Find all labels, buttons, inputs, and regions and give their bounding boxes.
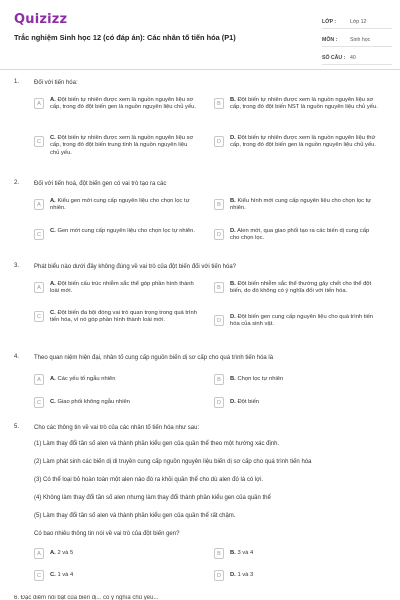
option-text: Đột biến tự nhiên được xem là nguồn nguyên liệu thứ cấp, trong đó đột biến gen là nguồn nguyên liệu chủ yếu. (230, 135, 377, 149)
question-number: 5. (14, 424, 20, 430)
option-letter-box: C (34, 229, 44, 240)
option-d[interactable] (214, 228, 378, 243)
option-text: Gen mới cung cấp nguyên liệu cho chọn lọc tự nhiên. (57, 228, 195, 234)
option-d[interactable] (214, 135, 378, 150)
statement-5: (5) Làm thay đổi tần số alen và thành phần kiểu gen của quần thể rất chậm. (34, 513, 236, 519)
statement-4: (4) Không làm thay đổi tần số alen nhưng làm thay đổi thành phần kiểu gen của quần thể (34, 495, 271, 501)
option-letter-box: D (214, 136, 224, 147)
option-a[interactable] (34, 547, 198, 559)
option-key: B. (230, 97, 236, 103)
option-key: D. (230, 314, 236, 320)
next-question-cutoff: 6. Đặc điểm nổi bật của biến dị... có ý nghĩa chủ yếu... (14, 595, 159, 600)
option-key: A. (50, 550, 56, 556)
option-letter-box: C (34, 397, 44, 408)
question-number: 1. (14, 79, 20, 85)
option-b[interactable] (214, 281, 378, 296)
option-text: Đột biến tự nhiên được xem là nguồn nguyên liệu sơ cấp, trong đó đột biến NST là nguồn nguyên liệu chủ yếu. (230, 97, 378, 111)
option-text: 1 và 4 (57, 572, 74, 578)
question-text: Phát biểu nào dưới đây không đúng về vai trò của đột biến đối với tiến hóa? (34, 264, 237, 270)
option-text: Chọn lọc tự nhiên (237, 376, 284, 382)
meta-label: SỐ CÂU : (322, 55, 346, 61)
option-letter-box: B (214, 282, 224, 293)
option-letter-box: C (34, 136, 44, 147)
question-number: 2. (14, 180, 20, 186)
meta-label: LỚP : (322, 19, 337, 25)
option-b[interactable] (214, 547, 378, 559)
option-b[interactable] (214, 373, 378, 385)
option-b[interactable] (214, 97, 378, 112)
question-number: 4. (14, 354, 20, 360)
option-key: A. (50, 281, 56, 287)
meta-row-subject (322, 32, 392, 47)
meta-row-class (322, 14, 392, 29)
option-key: C. (50, 399, 56, 405)
option-c[interactable] (34, 135, 198, 157)
option-key: D. (230, 572, 236, 578)
option-key: A. (50, 376, 56, 382)
option-a[interactable] (34, 97, 198, 112)
option-letter-box: B (214, 199, 224, 210)
question-text: Cho các thông tin về vai trò của các nhân tố tiến hóa như sau: (34, 425, 200, 431)
option-letter-box: A (34, 199, 44, 210)
option-key: A. (50, 97, 56, 103)
option-text: Đột biến nhiễm sắc thể thường gây chết cho thể đột biến, do đó không có ý nghĩa đối với tiến hóa. (230, 281, 372, 295)
option-letter-box: B (214, 98, 224, 109)
option-key: B. (230, 376, 236, 382)
option-key: D. (230, 228, 236, 234)
option-letter-box: C (34, 311, 44, 322)
meta-row-count (322, 50, 392, 65)
statement-3: (3) Có thể loại bỏ hoàn toàn một alen nào đó ra khỏi quần thể cho dù alen đó là có lợi. (34, 477, 264, 483)
option-letter-box: A (34, 282, 44, 293)
question-text: Theo quan niệm hiện đại, nhân tố cung cấp nguồn biến dị sơ cấp cho quá trình tiến hóa là (34, 355, 274, 361)
option-key: C. (50, 228, 56, 234)
option-text: 2 và 5 (57, 550, 74, 556)
option-c[interactable] (34, 228, 198, 240)
option-key: D. (230, 135, 236, 141)
statement-2: (2) Làm phát sinh các biến dị di truyền cung cấp nguồn nguyên liệu biến dị sơ cấp cho quá trình tiến hóa (34, 459, 312, 465)
option-letter-box: C (34, 570, 44, 581)
option-letter-box: B (214, 548, 224, 559)
meta-value: Lớp 12 (350, 19, 367, 25)
option-key: C. (50, 135, 56, 141)
option-text: Các yếu tố ngẫu nhiên (57, 376, 116, 382)
option-c[interactable] (34, 310, 198, 325)
option-a[interactable] (34, 373, 198, 385)
quiz-meta (322, 14, 392, 68)
option-text: 3 và 4 (237, 550, 254, 556)
option-d[interactable] (214, 396, 378, 408)
page-header (0, 0, 400, 70)
option-text: 1 và 3 (237, 572, 254, 578)
statement-1: (1) Làm thay đổi tần số alen và thành phần kiểu gen của quần thể theo một hướng xác định. (34, 441, 280, 447)
question-number: 3. (14, 263, 20, 269)
option-key: A. (50, 198, 56, 204)
option-letter-box: A (34, 548, 44, 559)
option-b[interactable] (214, 198, 378, 213)
option-letter-box: D (214, 397, 224, 408)
option-key: B. (230, 198, 236, 204)
quiz-title: Trắc nghiệm Sinh học 12 (có đáp án): Các nhân tố tiến hóa (P1) (14, 33, 236, 42)
option-d[interactable] (214, 569, 378, 581)
meta-value: 40 (350, 55, 356, 61)
option-text: Đột biến tự nhiên được xem là nguồn nguyên liệu sơ cấp, trong đó đột biến trung tính là nguồn nguyên liệu chủ yếu. (50, 135, 194, 156)
option-c[interactable] (34, 396, 198, 408)
option-key: B. (230, 550, 236, 556)
option-text: Đột biến tự nhiên được xem là nguồn nguyên liệu sơ cấp, trong đó đột biến gen là nguồn nguyên liệu chủ yếu. (50, 97, 197, 111)
option-letter-box: D (214, 570, 224, 581)
option-text: Đột biến gen cung cấp nguyên liệu cho quá trình tiến hóa của sinh vật. (230, 314, 374, 328)
option-letter-box: A (34, 374, 44, 385)
option-key: C. (50, 572, 56, 578)
option-text: Đột biến cấu trúc nhiễm sắc thể góp phần hình thành loài mới. (50, 281, 194, 295)
option-text: Kiểu gen mới cung cấp nguyên liệu cho chọn lọc tự nhiên. (50, 198, 190, 212)
question-text: Đối với tiến hóa: (34, 80, 78, 86)
option-letter-box: D (214, 315, 224, 326)
meta-value: Sinh học (350, 37, 371, 43)
option-text: Đột biến đa bội đóng vai trò quan trọng trong quá trình tiến hóa, vì nó góp phần hình thành loài mới. (50, 310, 197, 324)
meta-label: MÔN : (322, 37, 338, 43)
option-a[interactable] (34, 198, 198, 213)
option-letter-box: B (214, 374, 224, 385)
option-letter-box: D (214, 229, 224, 240)
option-text: Alen mới, qua giao phối tạo ra các biến dị cung cấp cho chọn lọc. (230, 228, 370, 242)
question-text: Đối với tiến hoá, đột biến gen có vai trò tạo ra các (34, 181, 167, 187)
option-a[interactable] (34, 281, 198, 296)
option-key: B. (230, 281, 236, 287)
option-text: Đột biến (237, 399, 260, 405)
option-letter-box: A (34, 98, 44, 109)
option-c[interactable] (34, 569, 198, 581)
option-d[interactable] (214, 314, 378, 329)
option-text: Giao phối không ngẫu nhiên (57, 399, 130, 405)
question-ask: Có bao nhiêu thông tin nói về vai trò của đột biến gen? (34, 531, 180, 537)
brand-logo: Quizizz (14, 12, 68, 27)
option-key: C. (50, 310, 56, 316)
option-text: Kiểu hình mới cung cấp nguyên liệu cho chọn lọc tự nhiên. (230, 198, 372, 212)
option-key: D. (230, 399, 236, 405)
